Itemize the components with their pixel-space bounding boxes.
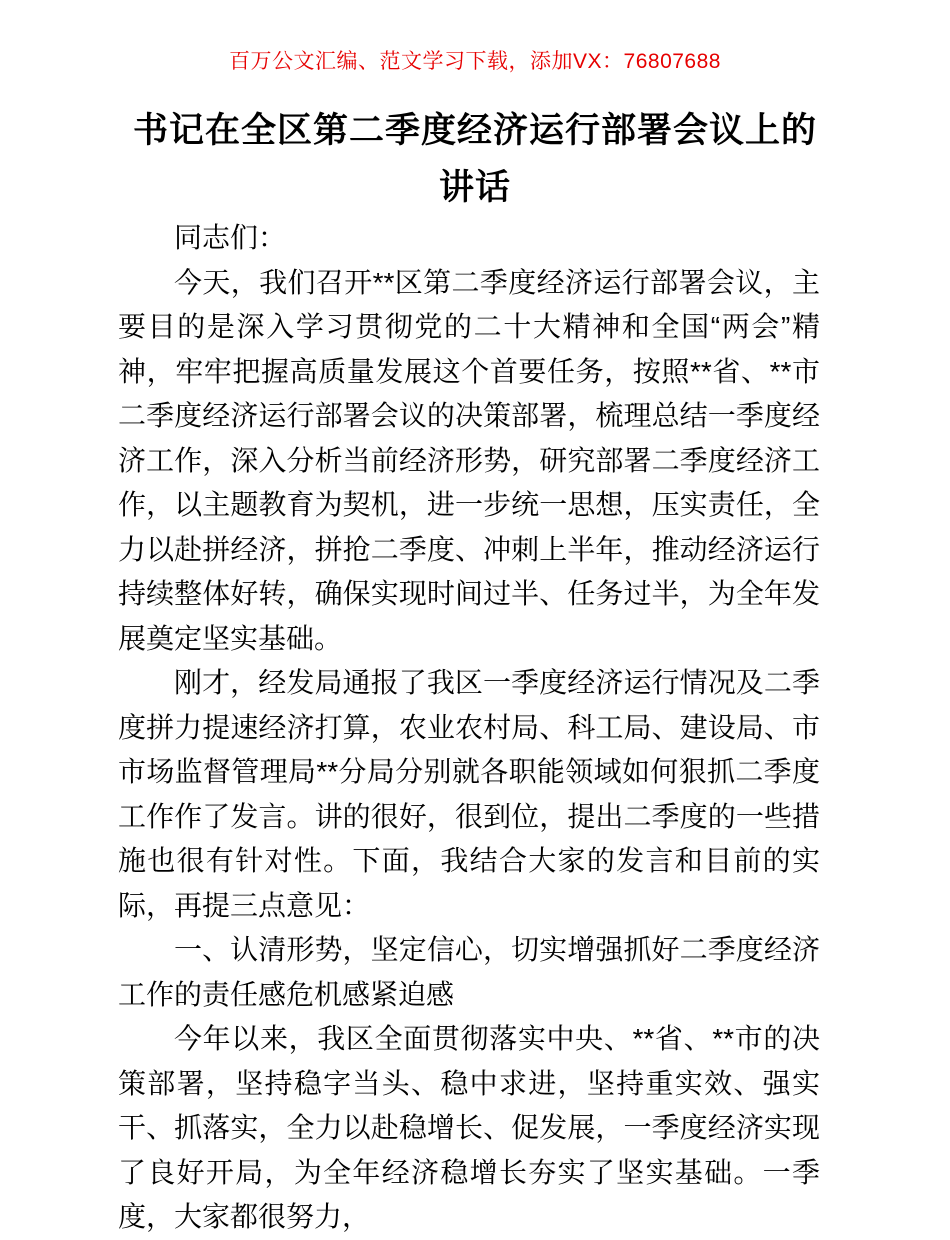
salutation-paragraph: 同志们： xyxy=(174,222,287,253)
body-paragraph: 刚才，经发局通报了我区一季度经济运行情况及二季度拼力提速经济打算，农业农村局、科工局、建设局、市市场监督管理局**分局分别就各职能领域如何狠抓二季度工作作了发言。讲的很好，很到位，提出二季度的一些措施也很有针对性。下面，我结合大家的发言和目前的实际，再提三点意见： xyxy=(118,667,820,921)
watermark-banner: 百万公文汇编、范文学习下载，添加VX：76807688 xyxy=(229,50,721,73)
document-title: 书记在全区第二季度经济运行部署会议上的讲话 xyxy=(132,111,817,207)
body-paragraph: 今年以来，我区全面贯彻落实中央、**省、**市的决策部署，坚持稳字当头、稳中求进，坚持重实效、强实干、抓落实，全力以赴稳增长、促发展，一季度经济实现了良好开局，为全年经济稳增长夯实了坚实基础。一季度，大家都很努力， xyxy=(118,1023,820,1232)
section-heading-paragraph: 一、认清形势，坚定信心，切实增强抓好二季度经济工作的责任感危机感紧迫感 xyxy=(118,934,820,1010)
body-paragraph: 今天，我们召开**区第二季度经济运行部署会议，主要目的是深入学习贯彻党的二十大精神和全国“两会”精神，牢牢把握高质量发展这个首要任务，按照**省、**市二季度经济运行部署会议的决策部署，梳理总结一季度经济工作，深入分析当前经济形势，研究部署二季度经济工作，以主题教育为契机，进一步统一思想，压实责任，全力以赴拼经济，拼抢二季度、冲刺上半年，推动经济运行持续整体好转，确保实现时间过半、任务过半，为全年发展奠定坚实基础。 xyxy=(118,266,820,654)
document-body xyxy=(118,216,820,1240)
